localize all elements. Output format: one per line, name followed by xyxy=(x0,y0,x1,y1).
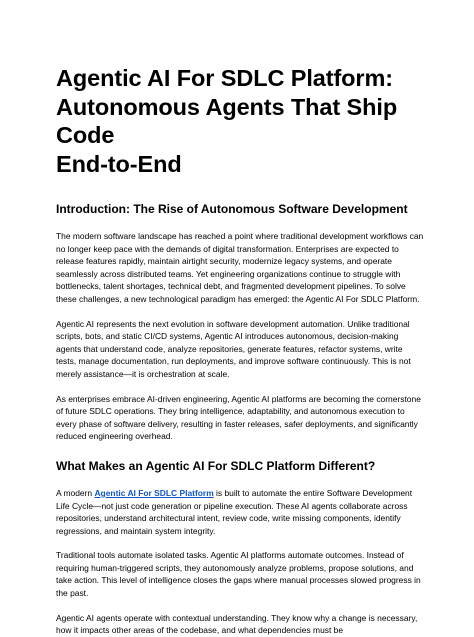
section-paragraph-3: Agentic AI agents operate with contextual understanding. They know why a change is necessary, how it impacts other areas of the codebase, and what dependencies must be xyxy=(56,612,418,636)
intro-heading: Introduction: The Rise of Autonomous Software Development xyxy=(56,202,408,216)
section-p1-before-link: A modern xyxy=(56,487,95,498)
title-line-2: Autonomous Agents That Ship Code xyxy=(56,93,398,148)
intro-paragraph-3: As enterprises embrace AI-driven engineering, Agentic AI platforms are becoming the cornerstone of future SDLC operations. They bring intelligence, adaptability, and autonomous execution to every phase of software delivery, resulting in faster releases, safer deployments, and significantly reduced engineering overhead. xyxy=(56,393,421,442)
document-title xyxy=(56,64,424,178)
intro-paragraph-1: The modern software landscape has reached a point where traditional development workflows can no longer keep pace with the demands of digital transformation. Enterprises are expected to release features rapidly, maintain airtight security, modernize legacy systems, and operate seamlessly across distributed teams. Yet engineering organizations continue to struggle with bottlenecks, talent shortages, technical debt, and fragmented development pipelines. To solve these challenges, a new technological paradigm has emerged: the Agentic AI For SDLC Platform. xyxy=(56,231,424,304)
section-paragraph-1 xyxy=(56,487,424,537)
intro-paragraph-2: Agentic AI represents the next evolution in software development automation. Unlike traditional scripts, bots, and static CI/CD systems, Agentic AI introduces autonomous, decision-making agents that understand code, analyze repositories, generate features, refactor systems, write tests, manage documentation, run deployments, and improve software continuously. This is not merely assistance—it is orchestration at scale. xyxy=(56,318,411,379)
document-body xyxy=(56,64,424,637)
section-heading: What Makes an Agentic AI For SDLC Platform Different? xyxy=(56,458,376,473)
section-p1-after-link: is built to automate the entire Software Development Life Cycle—not just code generation or pipeline execution. These AI agents collaborate across repositories, understand architectural intent, review code, write missing components, identify regressions, and maintain system integrity. xyxy=(56,487,413,536)
section-paragraph-2: Traditional tools automate isolated tasks. Agentic AI platforms automate outcomes. Instead of requiring human-triggered scripts, they autonomously analyze problems, propose solutions, and take action. This level of intelligence closes the gaps where manual processes slowed progress in the past. xyxy=(56,550,421,599)
title-line-3: End-to-End xyxy=(56,150,182,177)
agentic-ai-sdlc-platform-link[interactable]: Agentic AI For SDLC Platform xyxy=(94,487,214,498)
title-line-1: Agentic AI For SDLC Platform: xyxy=(56,65,393,91)
